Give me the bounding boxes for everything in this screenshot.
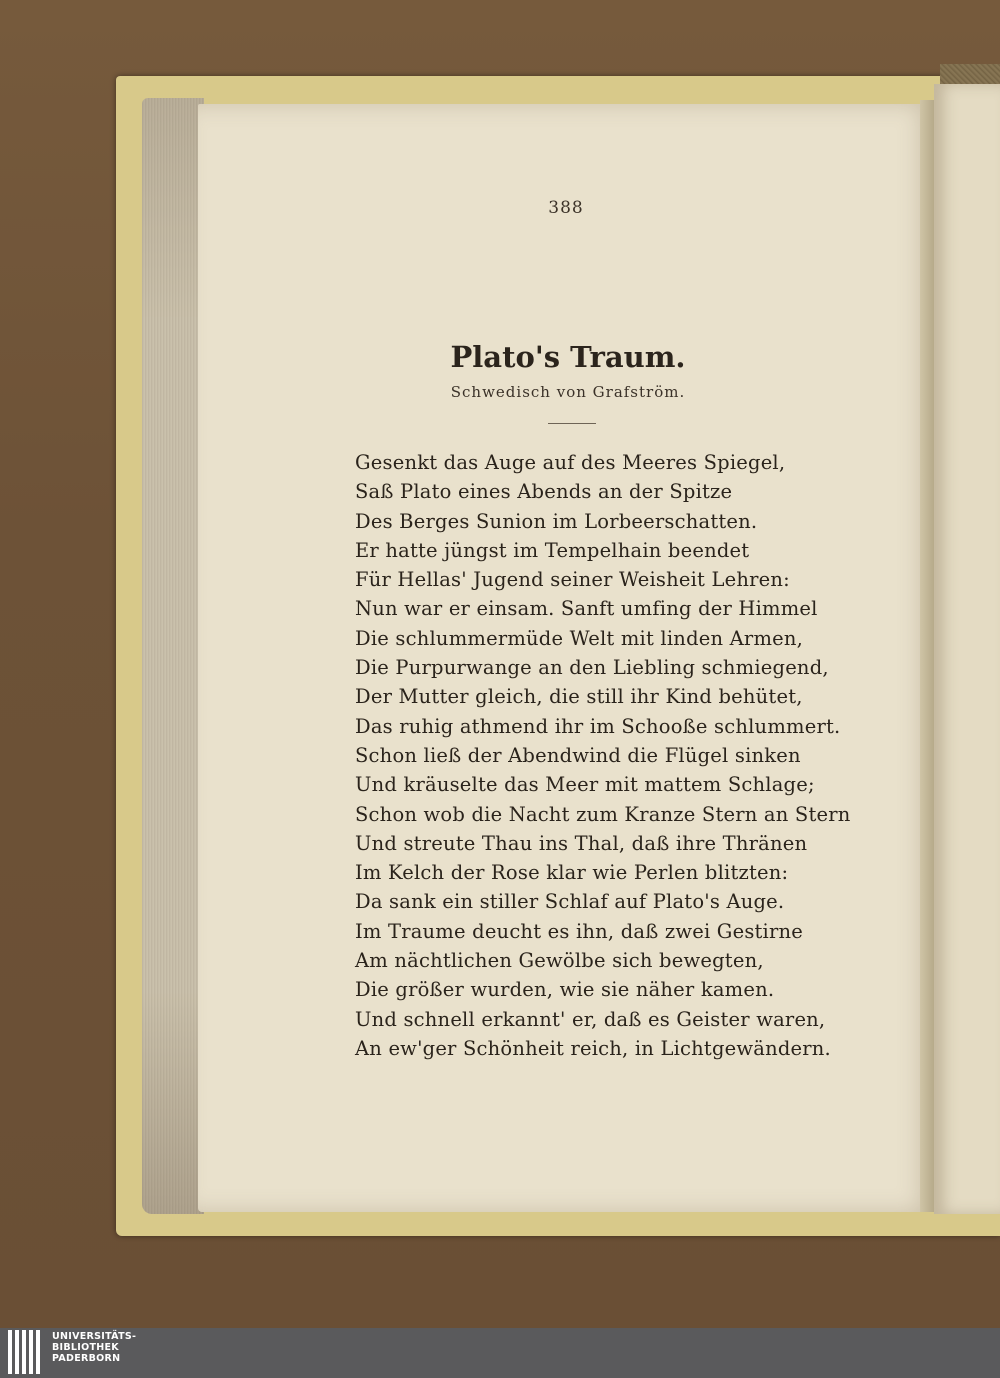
page-number: 388 [548,198,584,218]
poem-line: Des Berges Sunion im Lorbeerschatten. [355,509,758,533]
poem-line: Die schlummermüde Welt mit linden Armen, [355,626,804,650]
poem-line: Schon wob die Nacht zum Kranze Stern an Stern [355,802,851,826]
poem-line: Gesenkt das Auge auf des Meeres Spiegel, [355,451,786,474]
poem-line: Die Purpurwange an den Liebling schmiegend, [355,656,829,680]
poem-line: Für Hellas' Jugend seiner Weisheit Lehren: [355,568,790,592]
poem-line: An ew'ger Schönheit reich, in Lichtgewändern. [355,1036,831,1060]
library-bars-logo-icon [8,1330,42,1374]
title-divider [548,423,596,424]
poem-title: Plato's Traum. [450,340,686,374]
poem-line: Nun war er einsam. Sanft umfing der Himmel [355,597,818,621]
library-name-line-2: BIBLIOTHEK [52,1342,119,1353]
poem-line: Am nächtlichen Gewölbe sich bewegten, [355,949,764,973]
library-name-line-3: PADERBORN [52,1353,121,1364]
poem-line: Im Traume deucht es ihn, daß zwei Gestirne [355,919,804,943]
poem-line: Und streute Thau ins Thal, daß ihre Thränen [355,831,808,855]
poem-line: Saß Plato eines Abends an der Spitze [355,480,733,504]
library-name-line-1: UNIVERSITÄTS- [52,1331,137,1342]
poem-subtitle: Schwedisch von Grafström. [450,383,686,401]
poem-line: Die größer wurden, wie sie näher kamen. [355,978,775,1002]
poem-line: Im Kelch der Rose klar wie Perlen blitzten: [355,861,789,885]
page-stack-edges [142,98,204,1214]
book-gutter [920,100,934,1212]
right-page-edge [934,84,1000,1214]
poem-line: Der Mutter gleich, die still ihr Kind behütet, [355,685,803,709]
poem-line: Da sank ein stiller Schlaf auf Plato's Auge. [355,890,785,914]
poem-line: Und schnell erkannt' er, daß es Geister waren, [355,1007,826,1031]
poem-line: Er hatte jüngst im Tempelhain beendet [355,538,750,562]
library-name [52,1331,136,1364]
poem-text [355,448,875,1063]
poem-line: Schon ließ der Abendwind die Flügel sinken [355,743,801,767]
poem-line: Und kräuselte das Meer mit mattem Schlage; [355,773,815,797]
library-footer [0,1328,1000,1378]
poem-line: Das ruhig athmend ihr im Schooße schlummert. [355,714,841,738]
